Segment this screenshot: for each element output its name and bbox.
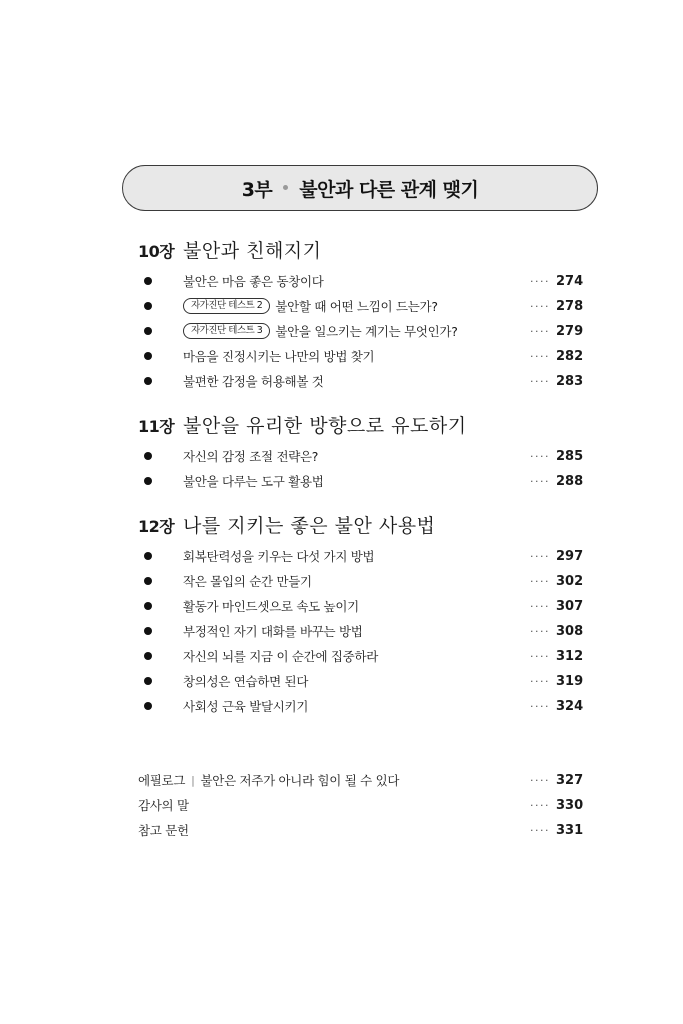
toc-entry-references[interactable] (138, 820, 584, 840)
dot-leader: ···· (530, 274, 550, 288)
self-test-badge: 자가진단 테스트 2 (183, 298, 270, 314)
entry-title: 자신의 뇌를 지금 이 순간에 집중하라 (183, 649, 378, 664)
bullet-icon (144, 302, 152, 310)
entry-title: 사회성 근육 발달시키기 (183, 699, 309, 714)
self-test-badge: 자가진단 테스트 3 (183, 323, 270, 339)
toc-entry[interactable] (138, 346, 584, 366)
entry-title: 불안할 때 어떤 느낌이 드는가? (275, 299, 438, 314)
dot-leader: ···· (530, 823, 550, 837)
page-number: 279 (556, 323, 584, 339)
back-matter-label: 참고 문헌 (138, 823, 189, 838)
toc-entry[interactable] (138, 646, 584, 666)
dot-leader: ···· (530, 599, 550, 613)
entry-title: 마음을 진정시키는 나만의 방법 찾기 (183, 349, 375, 364)
bullet-icon (144, 602, 152, 610)
page-number: 282 (556, 348, 584, 364)
bullet-icon (144, 577, 152, 585)
bullet-icon (144, 452, 152, 460)
toc-entry-epilogue[interactable] (138, 770, 584, 790)
dot-leader: ···· (530, 299, 550, 313)
dot-separator-icon (283, 185, 288, 190)
entry-title: 불안은 마음 좋은 동창이다 (183, 274, 324, 289)
page-number: 331 (556, 822, 584, 838)
page-number: 297 (556, 548, 584, 564)
chapter-number: 11장 (138, 417, 175, 436)
dot-leader: ···· (530, 324, 550, 338)
toc-entry[interactable] (138, 296, 584, 316)
dot-leader: ···· (530, 699, 550, 713)
page-number: 285 (556, 448, 584, 464)
dot-leader: ···· (530, 449, 550, 463)
back-matter-label: 에필로그 (138, 773, 186, 788)
dot-leader: ···· (530, 773, 550, 787)
entry-title: 불편한 감정을 허용해볼 것 (183, 374, 324, 389)
toc-entry[interactable] (138, 621, 584, 641)
entry-title: 불안은 저주가 아니라 힘이 될 수 있다 (200, 773, 400, 788)
dot-leader: ···· (530, 349, 550, 363)
dot-leader: ···· (530, 574, 550, 588)
entry-title: 창의성은 연습하면 된다 (183, 674, 309, 689)
toc-entry-acknowledgements[interactable] (138, 795, 584, 815)
chapter-heading-12 (138, 511, 435, 538)
chapter-heading-11 (138, 411, 467, 438)
page-number: 308 (556, 623, 584, 639)
bullet-icon (144, 277, 152, 285)
entry-title: 부정적인 자기 대화를 바꾸는 방법 (183, 624, 363, 639)
page-number: 288 (556, 473, 584, 489)
toc-entry[interactable] (138, 546, 584, 566)
bullet-icon (144, 552, 152, 560)
bullet-icon (144, 702, 152, 710)
dot-leader: ···· (530, 549, 550, 563)
bullet-icon (144, 327, 152, 335)
chapter-title: 불안과 친해지기 (183, 240, 322, 262)
chapter-number: 12장 (138, 517, 175, 536)
page-number: 283 (556, 373, 584, 389)
chapter-title: 나를 지키는 좋은 불안 사용법 (183, 515, 436, 537)
part-number: 3부 (241, 178, 273, 201)
dot-leader: ···· (530, 624, 550, 638)
toc-entry[interactable] (138, 596, 584, 616)
part-title: 불안과 다른 관계 맺기 (299, 178, 479, 201)
page-number: 327 (556, 772, 584, 788)
dot-leader: ···· (530, 474, 550, 488)
page-number: 307 (556, 598, 584, 614)
entry-title: 회복탄력성을 키우는 다섯 가지 방법 (183, 549, 375, 564)
chapter-heading-10 (138, 236, 322, 263)
back-matter-label: 감사의 말 (138, 798, 189, 813)
dot-leader: ···· (530, 674, 550, 688)
page-number: 324 (556, 698, 584, 714)
dot-leader: ···· (530, 649, 550, 663)
dot-leader: ···· (530, 798, 550, 812)
bullet-icon (144, 477, 152, 485)
part-banner (122, 165, 598, 211)
entry-title: 작은 몰입의 순간 만들기 (183, 574, 312, 589)
chapter-title: 불안을 유리한 방향으로 유도하기 (183, 415, 467, 437)
entry-title: 불안을 다루는 도구 활용법 (183, 474, 324, 489)
page-number: 330 (556, 797, 584, 813)
toc-entry[interactable] (138, 571, 584, 591)
vertical-separator: | (191, 773, 195, 787)
entry-title: 불안을 일으키는 계기는 무엇인가? (275, 324, 458, 339)
bullet-icon (144, 352, 152, 360)
toc-entry[interactable] (138, 446, 584, 466)
toc-entry[interactable] (138, 371, 584, 391)
toc-entry[interactable] (138, 696, 584, 716)
toc-entry[interactable] (138, 271, 584, 291)
toc-entry[interactable] (138, 671, 584, 691)
toc-entry[interactable] (138, 471, 584, 491)
chapter-number: 10장 (138, 242, 175, 261)
page-number: 278 (556, 298, 584, 314)
entry-title: 자신의 감정 조절 전략은? (183, 449, 319, 464)
dot-leader: ···· (530, 374, 550, 388)
page-number: 312 (556, 648, 584, 664)
toc-entry[interactable] (138, 321, 584, 341)
bullet-icon (144, 377, 152, 385)
page-number: 319 (556, 673, 584, 689)
bullet-icon (144, 677, 152, 685)
page-number: 302 (556, 573, 584, 589)
bullet-icon (144, 627, 152, 635)
bullet-icon (144, 652, 152, 660)
entry-title: 활동가 마인드셋으로 속도 높이기 (183, 599, 359, 614)
page-number: 274 (556, 273, 584, 289)
